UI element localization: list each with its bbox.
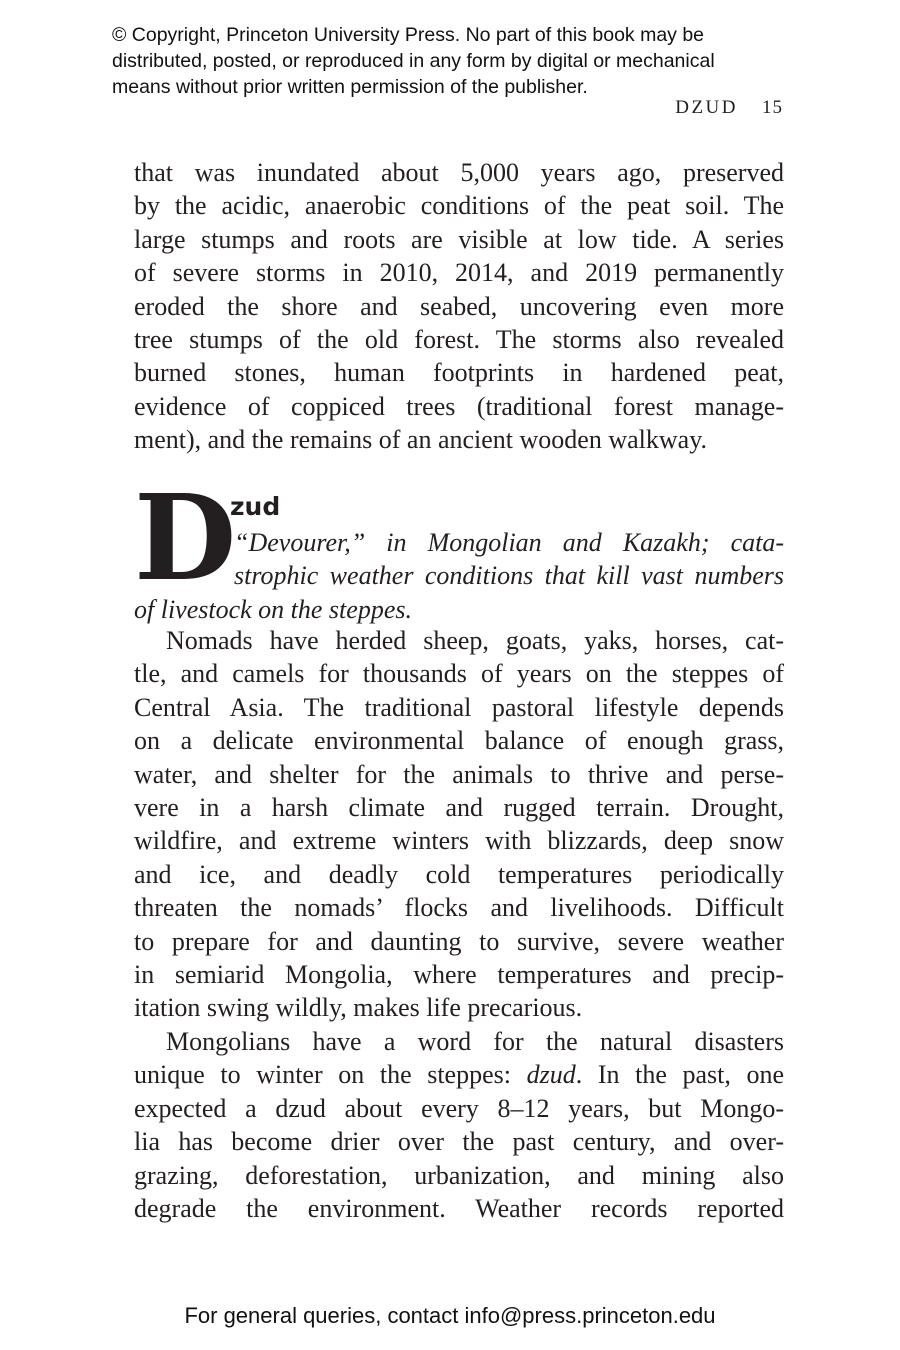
copyright-notice: [112, 22, 812, 100]
text-line: tree stumps of the old forest. The storms also revealed: [134, 325, 784, 355]
definition-line: “Devourer,” in Mongolian and Kazakh; cata-: [234, 528, 784, 557]
text-line: tle, and camels for thousands of years on the steppes of: [134, 659, 784, 689]
text-line: that was inundated about 5,000 years ago, preserved: [134, 158, 784, 187]
page-number: 15: [762, 97, 783, 118]
footer-contact: For general queries, contact info@press.princeton.edu: [184, 1303, 716, 1328]
text-line: and ice, and deadly cold temperatures periodically: [134, 859, 784, 889]
copyright-line: means without prior written permission of the publisher.: [112, 76, 588, 98]
text-fragment: unique to winter on the steppes:: [134, 1060, 527, 1090]
continuation-paragraph: [134, 156, 784, 457]
text-line: on a delicate environmental balance of enough grass,: [134, 726, 784, 756]
text-line: wildfire, and extreme winters with blizzards, deep snow: [134, 826, 784, 856]
text-line: eroded the shore and seabed, uncovering even more: [134, 291, 784, 321]
text-line: evidence of coppiced trees (traditional forest manage-: [134, 391, 784, 421]
text-line: water, and shelter for the animals to thrive and perse-: [134, 759, 784, 789]
text-line: grazing, deforestation, urbanization, and mining also: [134, 1160, 784, 1190]
text-line: burned stones, human footprints in hardened peat,: [134, 358, 784, 388]
text-line: by the acidic, anaerobic conditions of the peat soil. The: [134, 191, 784, 221]
text-line: Mongolians have a word for the natural disasters: [166, 1026, 784, 1056]
text-line: Nomads have herded sheep, goats, yaks, horses, cat-: [166, 626, 784, 655]
text-line: itation swing wildly, makes life precarious.: [134, 993, 583, 1023]
text-line: ment), and the remains of an ancient wooden walkway.: [134, 425, 708, 455]
text-line: to prepare for and daunting to survive, severe weather: [134, 926, 784, 956]
italic-term: dzud: [526, 1060, 576, 1090]
text-line: vere in a harsh climate and rugged terrain. Drought,: [134, 793, 784, 823]
drop-cap: D: [134, 468, 237, 607]
running-head: [675, 97, 783, 119]
text-line: degrade the environment. Weather records reported: [134, 1193, 784, 1223]
definition-line: strophic weather conditions that kill vast numbers: [234, 561, 784, 591]
text-line: expected a dzud about every 8–12 years, but Mongo-: [134, 1093, 784, 1123]
text-line: threaten the nomads’ flocks and livelihoods. Difficult: [134, 893, 784, 923]
text-fragment: . In the past, one: [575, 1060, 784, 1090]
copyright-line: © Copyright, Princeton University Press. No part of this book may be: [112, 24, 705, 46]
definition-line: of livestock on the steppes.: [134, 594, 412, 624]
entry-headword: zud: [230, 492, 281, 521]
entry-body: [134, 624, 784, 1225]
entry-definition: [134, 526, 784, 626]
text-line: in semiarid Mongolia, where temperatures and precip-: [134, 960, 784, 990]
copyright-line: distributed, posted, or reproduced in any form by digital or mechanical: [112, 50, 715, 72]
text-line: Central Asia. The traditional pastoral lifestyle depends: [134, 692, 784, 722]
running-head-title: DZUD: [675, 97, 738, 118]
text-line: lia has become drier over the past century, and over-: [134, 1127, 784, 1157]
text-line: of severe storms in 2010, 2014, and 2019 permanently: [134, 258, 784, 288]
paragraph: [134, 1025, 784, 1225]
text-line: [134, 1058, 784, 1091]
text-line: large stumps and roots are visible at low tide. A series: [134, 224, 784, 254]
paragraph: [134, 624, 784, 1025]
